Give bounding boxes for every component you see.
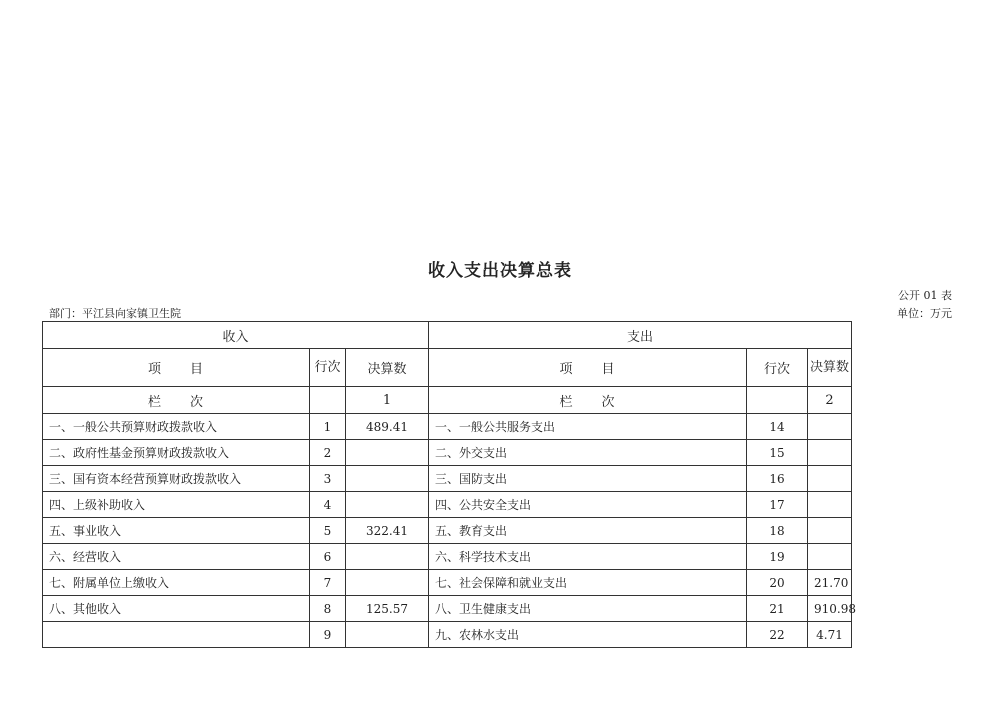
income-line-cell: 8 [310,596,346,622]
table-row [43,414,852,440]
table-row [43,518,852,544]
expense-line-cell: 22 [747,622,808,648]
expense-amount-cell [808,414,852,440]
income-line-cell: 3 [310,466,346,492]
income-item-cell [43,622,310,648]
income-amount-cell [346,622,429,648]
income-amount-cell [346,570,429,596]
income-amount-cell [346,466,429,492]
table-row [43,622,852,648]
expense-item-cell: 三、国防支出 [429,466,747,492]
income-line-cell: 7 [310,570,346,596]
table-row [43,596,852,622]
expense-line-cell: 14 [747,414,808,440]
unit-label: 单位：万元 [897,307,952,320]
expense-item-cell: 九、农林水支出 [429,622,747,648]
form-number: 公开 01 表 [898,289,952,302]
income-item-cell: 五、事业收入 [43,518,310,544]
income-item-cell: 七、附属单位上缴收入 [43,570,310,596]
income-item-cell: 三、国有资本经营预算财政拨款收入 [43,466,310,492]
income-line-cell: 9 [310,622,346,648]
income-column-number: 1 [346,387,429,414]
income-section-header: 收入 [43,322,429,349]
income-amount-header: 决算数 [346,349,429,387]
income-item-cell: 一、一般公共预算财政拨款收入 [43,414,310,440]
expense-line-cell: 19 [747,544,808,570]
income-amount-cell [346,440,429,466]
income-expense-table [42,321,857,648]
column-number-row [43,387,852,414]
income-line-cell: 2 [310,440,346,466]
income-amount-cell: 125.57 [346,596,429,622]
expense-item-cell: 八、卫生健康支出 [429,596,747,622]
income-line-cell: 6 [310,544,346,570]
expense-amount-header: 决算数 [808,349,852,387]
income-amount-cell [346,544,429,570]
table-row [43,492,852,518]
income-item-cell: 四、上级补助收入 [43,492,310,518]
table-row [43,544,852,570]
expense-amount-cell: 21.70 [808,570,852,596]
expense-column-number: 2 [808,387,852,414]
income-amount-cell [346,492,429,518]
expense-amount-cell: 910.98 [808,596,852,622]
expense-line-cell: 21 [747,596,808,622]
income-item-header: 项 目 [43,349,310,387]
table-row [43,466,852,492]
expense-line-cell: 17 [747,492,808,518]
expense-line-cell: 16 [747,466,808,492]
table-row [43,570,852,596]
income-line-cell: 4 [310,492,346,518]
income-amount-cell: 322.41 [346,518,429,544]
expense-item-cell: 六、科学技术支出 [429,544,747,570]
income-row-no-blank [310,387,346,414]
income-item-cell: 六、经营收入 [43,544,310,570]
expense-item-cell: 五、教育支出 [429,518,747,544]
expense-amount-cell [808,544,852,570]
income-item-cell: 二、政府性基金预算财政拨款收入 [43,440,310,466]
expense-line-cell: 15 [747,440,808,466]
expense-item-header: 项 目 [429,349,747,387]
expense-line-cell: 20 [747,570,808,596]
section-header-row [43,322,852,349]
column-header-row [43,349,852,387]
expense-amount-cell [808,440,852,466]
expense-item-cell: 二、外交支出 [429,440,747,466]
expense-amount-cell [808,466,852,492]
expense-column-label: 栏 次 [429,387,747,414]
expense-section-header: 支出 [429,322,852,349]
expense-amount-cell [808,492,852,518]
expense-row-no-header: 行次 [747,349,808,387]
expense-item-cell: 一、一般公共服务支出 [429,414,747,440]
expense-amount-cell: 4.71 [808,622,852,648]
income-row-no-header: 行次 [310,349,346,387]
income-line-cell: 5 [310,518,346,544]
income-amount-cell: 489.41 [346,414,429,440]
table-row [43,440,852,466]
expense-row-no-blank [747,387,808,414]
expense-item-cell: 四、公共安全支出 [429,492,747,518]
table-title: 收入支出决算总表 [428,261,572,281]
department-label: 部门：平江县向家镇卫生院 [49,307,181,320]
income-item-cell: 八、其他收入 [43,596,310,622]
income-line-cell: 1 [310,414,346,440]
income-column-label: 栏 次 [43,387,310,414]
expense-item-cell: 七、社会保障和就业支出 [429,570,747,596]
expense-line-cell: 18 [747,518,808,544]
expense-amount-cell [808,518,852,544]
